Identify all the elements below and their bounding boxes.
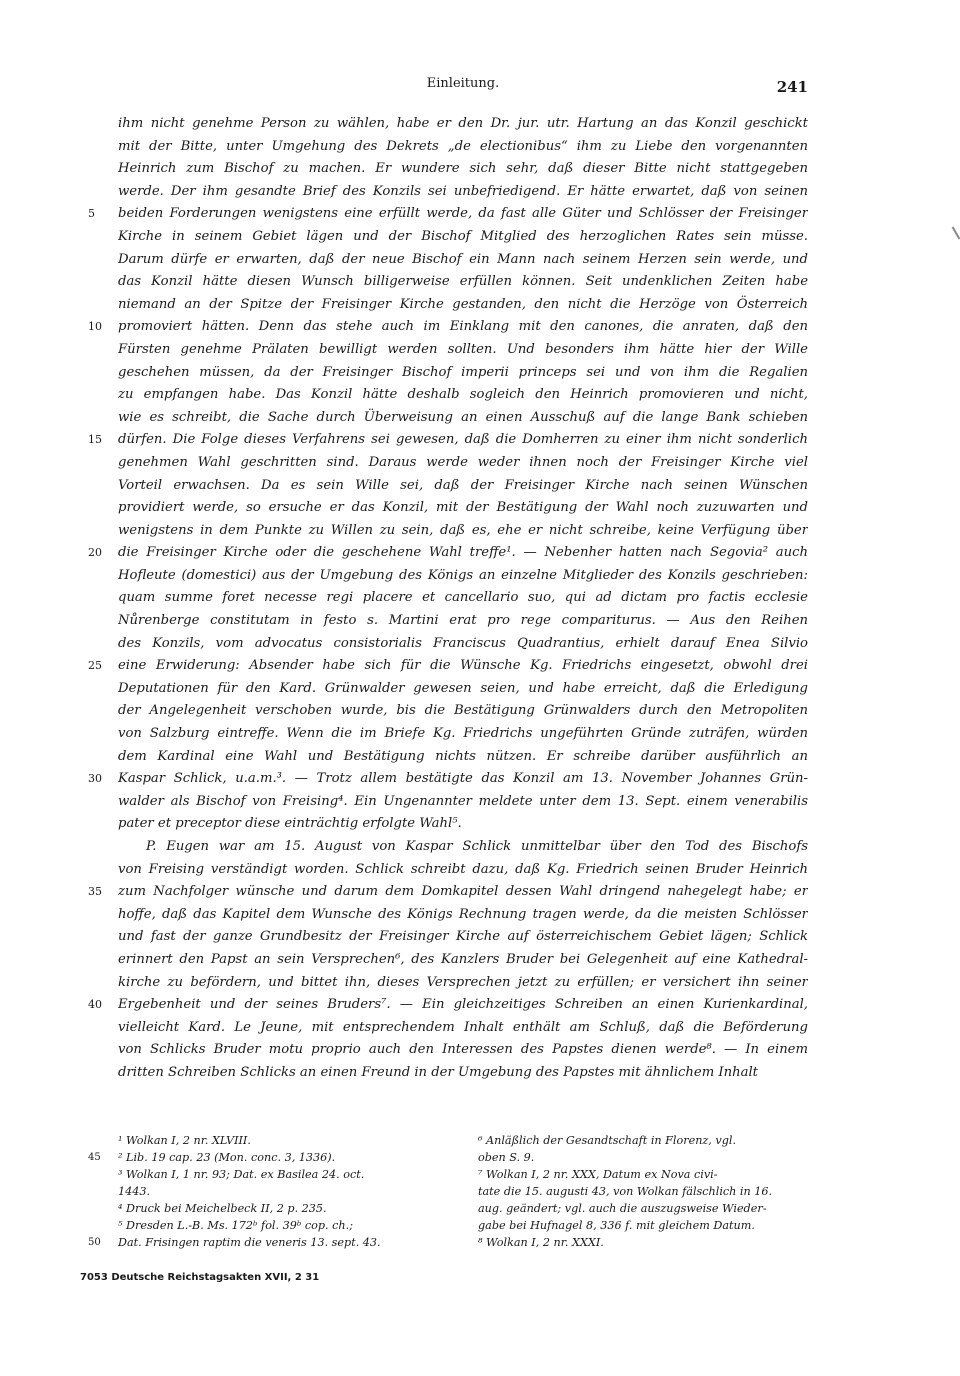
footnote-line: ⁸ Wolkan I, 2 nr. XXXI.	[478, 1236, 604, 1249]
text-line: werde. Der ihm gesandte Brief des Konzils sei unbefriedigend. Er hätte erwartet, daß von seinen	[118, 183, 808, 199]
footnote-line: ⁴ Druck bei Meichelbeck II, 2 p. 235.	[118, 1202, 327, 1215]
text-line: Deputationen für den Kard. Grünwalder gewesen seien, und habe erreicht, daß die Erledigung	[118, 680, 808, 696]
footnote-line: Dat. Frisingen raptim die veneris 13. sept. 43.	[118, 1236, 381, 1249]
footnote-line: ¹ Wolkan I, 2 nr. XLVIII.	[118, 1134, 251, 1147]
text-line: walder als Bischof von Freising⁴. Ein Ungenannter meldete unter dem 13. Sept. einem venerabilis	[118, 793, 808, 809]
edge-mark	[952, 226, 960, 239]
text-line: das Konzil hätte diesen Wunsch billigerweise erfüllen können. Seit undenklichen Zeiten habe	[118, 274, 808, 290]
text-line: Ergebenheit und der seines Bruders⁷. — Ein gleichzeitiges Schreiben an einen Kurienkardinal,	[118, 997, 808, 1013]
text-line: genehmen Wahl geschritten sind. Daraus werde weder ihnen noch der Freisinger Kirche viel	[118, 454, 808, 470]
text-line: dürfen. Die Folge dieses Verfahrens sei gewesen, daß die Domherren zu einer ihm nicht sonderlich	[118, 432, 808, 448]
text-line: niemand an der Spitze der Freisinger Kirche gestanden, den nicht die Herzöge von Österreich	[118, 296, 808, 312]
text-line: Heinrich zum Bischof zu machen. Er wundere sich sehr, daß dieser Bitte nicht stattgegeben	[118, 161, 808, 177]
footnote-line: ⁶ Anläßlich der Gesandtschaft in Florenz, vgl.	[478, 1134, 737, 1147]
text-line: der Angelegenheit verschoben wurde, bis die Bestätigung Grünwalders durch den Metropoliten	[118, 703, 808, 719]
line-number: 25	[88, 659, 102, 673]
text-line: und fast der ganze Grundbesitz der Freisinger Kirche auf österreichischem Gebiet lägen; Schlick	[118, 929, 808, 945]
line-number: 30	[88, 772, 102, 786]
header-title: Einleitung.	[426, 76, 500, 91]
printer-signature: 7053 Deutsche Reichstagsakten XVII, 2 31	[80, 1272, 320, 1283]
text-line: Vorteil erwachsen. Da es sein Wille sei, daß der Freisinger Kirche nach seinen Wünschen	[118, 477, 808, 493]
footnote-line: ⁵ Dresden L.-B. Ms. 172ᵇ fol. 39ᵇ cop. ch.;	[118, 1219, 353, 1232]
text-line: von Salzburg eintreffe. Wenn die im Briefe Kg. Friedrichs ungeführten Gründe zuträfen, würden	[118, 726, 808, 742]
text-line: Hofleute (domestici) aus der Umgebung des Königs an einzelne Mitglieder des Konzils geschrieben:	[118, 567, 808, 583]
text-line: mit der Bitte, unter Umgehung des Dekrets „de electionibus“ ihm zu Liebe den vorgenannten	[118, 138, 808, 154]
text-line: geschehen müssen, da der Freisinger Bischof imperii princeps sei und von ihm die Regalien	[118, 364, 808, 380]
text-line: beiden Forderungen wenigstens eine erfüllt werde, da fast alle Güter und Schlösser der Freisinger	[118, 206, 808, 222]
footnote-line: ⁷ Wolkan I, 2 nr. XXX, Datum ex Nova civi-	[478, 1168, 718, 1181]
text-line: eine Erwiderung: Absender habe sich für die Wünsche Kg. Friedrichs eingesetzt, obwohl drei	[118, 658, 808, 674]
text-line: die Freisinger Kirche oder die geschehene Wahl treffe¹. — Nebenher hatten nach Segovia² auch	[118, 545, 808, 561]
footnote-line: aug. geändert; vgl. auch die auszugsweise Wieder-	[478, 1202, 767, 1215]
footnotes-right-column	[478, 1132, 808, 1251]
footnote-line-number: 50	[88, 1237, 101, 1248]
text-line: vielleicht Kard. Le Jeune, mit entsprechendem Inhalt enthält am Schluß, daß die Beförderung	[118, 1019, 808, 1035]
footnote-line-number: 45	[88, 1152, 101, 1163]
main-text	[88, 113, 808, 1085]
text-line: wenigstens in dem Punkte zu Willen zu sein, daß es, ehe er nicht schreibe, keine Verfügung über	[118, 522, 808, 538]
footnote-line: ² Lib. 19 cap. 23 (Mon. conc. 3, 1336).	[118, 1151, 336, 1164]
line-number: 20	[88, 546, 102, 560]
footnote-line: tate die 15. augusti 43, von Wolkan fälschlich in 16.	[478, 1185, 773, 1198]
text-line: providiert werde, so ersuche er das Konzil, mit der Bestätigung der Wahl noch zuzuwarten und	[118, 500, 808, 516]
line-number: 35	[88, 885, 102, 899]
text-line: zu empfangen habe. Das Konzil hätte deshalb sogleich den Heinrich promovieren und nicht,	[118, 387, 808, 403]
text-line: kirche zu befördern, und bittet ihn, dieses Versprechen jetzt zu erfüllen; er versichert ihn seiner	[118, 974, 808, 990]
text-line: Fürsten genehme Prälaten bewilligt werden sollten. Und besonders ihm hätte hier der Wille	[118, 341, 808, 357]
text-line: pater et preceptor diese einträchtig erfolgte Wahl⁵.	[118, 816, 462, 832]
text-line: zum Nachfolger wünsche und darum dem Domkapitel dessen Wahl dringend nahegelegt habe; er	[118, 884, 808, 900]
text-line: wie es schreibt, die Sache durch Überweisung an einen Ausschuß auf die lange Bank schieben	[118, 409, 808, 425]
text-line: erinnert den Papst an sein Versprechen⁶, des Kanzlers Bruder bei Gelegenheit auf eine Kathedral-	[118, 951, 808, 967]
text-line: Kirche in seinem Gebiet lägen und der Bischof Mitglied des herzoglichen Rates sein müsse.	[118, 228, 808, 244]
text-line: dem Kardinal eine Wahl und Bestätigung nichts nützen. Er schreibe darüber ausführlich an	[118, 748, 808, 764]
text-line: hoffe, daß das Kapitel dem Wunsche des Königs Rechnung tragen werde, da die meisten Schlösser	[118, 906, 808, 922]
line-number: 15	[88, 433, 102, 447]
text-line: quam summe foret necesse regi placere et cancellario suo, qui ad dictam pro factis ecclesie	[118, 590, 808, 606]
text-line: Darum dürfe er erwarten, daß der neue Bischof ein Mann nach seinem Herzen sein werde, und	[118, 251, 808, 267]
page-number: 241	[776, 78, 808, 96]
text-line: P. Eugen war am 15. August von Kaspar Schlick unmittelbar über den Tod des Bischofs	[146, 839, 808, 854]
running-header	[118, 76, 808, 100]
line-number: 40	[88, 998, 102, 1012]
text-line: dritten Schreiben Schlicks an einen Freund in der Umgebung des Papstes mit ähnlichem Inhalt	[118, 1064, 758, 1080]
text-line: von Freising verständigt worden. Schlick schreibt dazu, daß Kg. Friedrich seinen Bruder Heinrich	[118, 861, 808, 877]
text-line: Kaspar Schlick, u.a.m.³. — Trotz allem bestätigte das Konzil am 13. November Johannes Grün-	[118, 771, 808, 787]
line-number: 5	[88, 207, 95, 221]
text-line: des Konzils, vom advocatus consistorialis Franciscus Quadrantius, erhielt darauf Enea Silvio	[118, 635, 808, 651]
text-line: Nůrenberge constitutam in festo s. Martini erat pro rege compariturus. — Aus den Reihen	[118, 613, 808, 629]
text-line: promoviert hätten. Denn das stehe auch im Einklang mit den canones, die anraten, daß den	[118, 319, 808, 335]
footnote-line: gabe bei Hufnagel 8, 336 f. mit gleichem Datum.	[478, 1219, 755, 1232]
text-line: von Schlicks Bruder motu proprio auch den Interessen des Papstes dienen werde⁸. — In einem	[118, 1042, 808, 1058]
footnote-line: ³ Wolkan I, 1 nr. 93; Dat. ex Basilea 24. oct.	[118, 1168, 365, 1181]
footnotes-left-column	[88, 1132, 448, 1251]
footnote-line: oben S. 9.	[478, 1151, 535, 1164]
text-line: ihm nicht genehme Person zu wählen, habe er den Dr. jur. utr. Hartung an das Konzil geschickt	[118, 116, 808, 131]
footnote-line: 1443.	[118, 1185, 151, 1198]
line-number: 10	[88, 320, 102, 334]
